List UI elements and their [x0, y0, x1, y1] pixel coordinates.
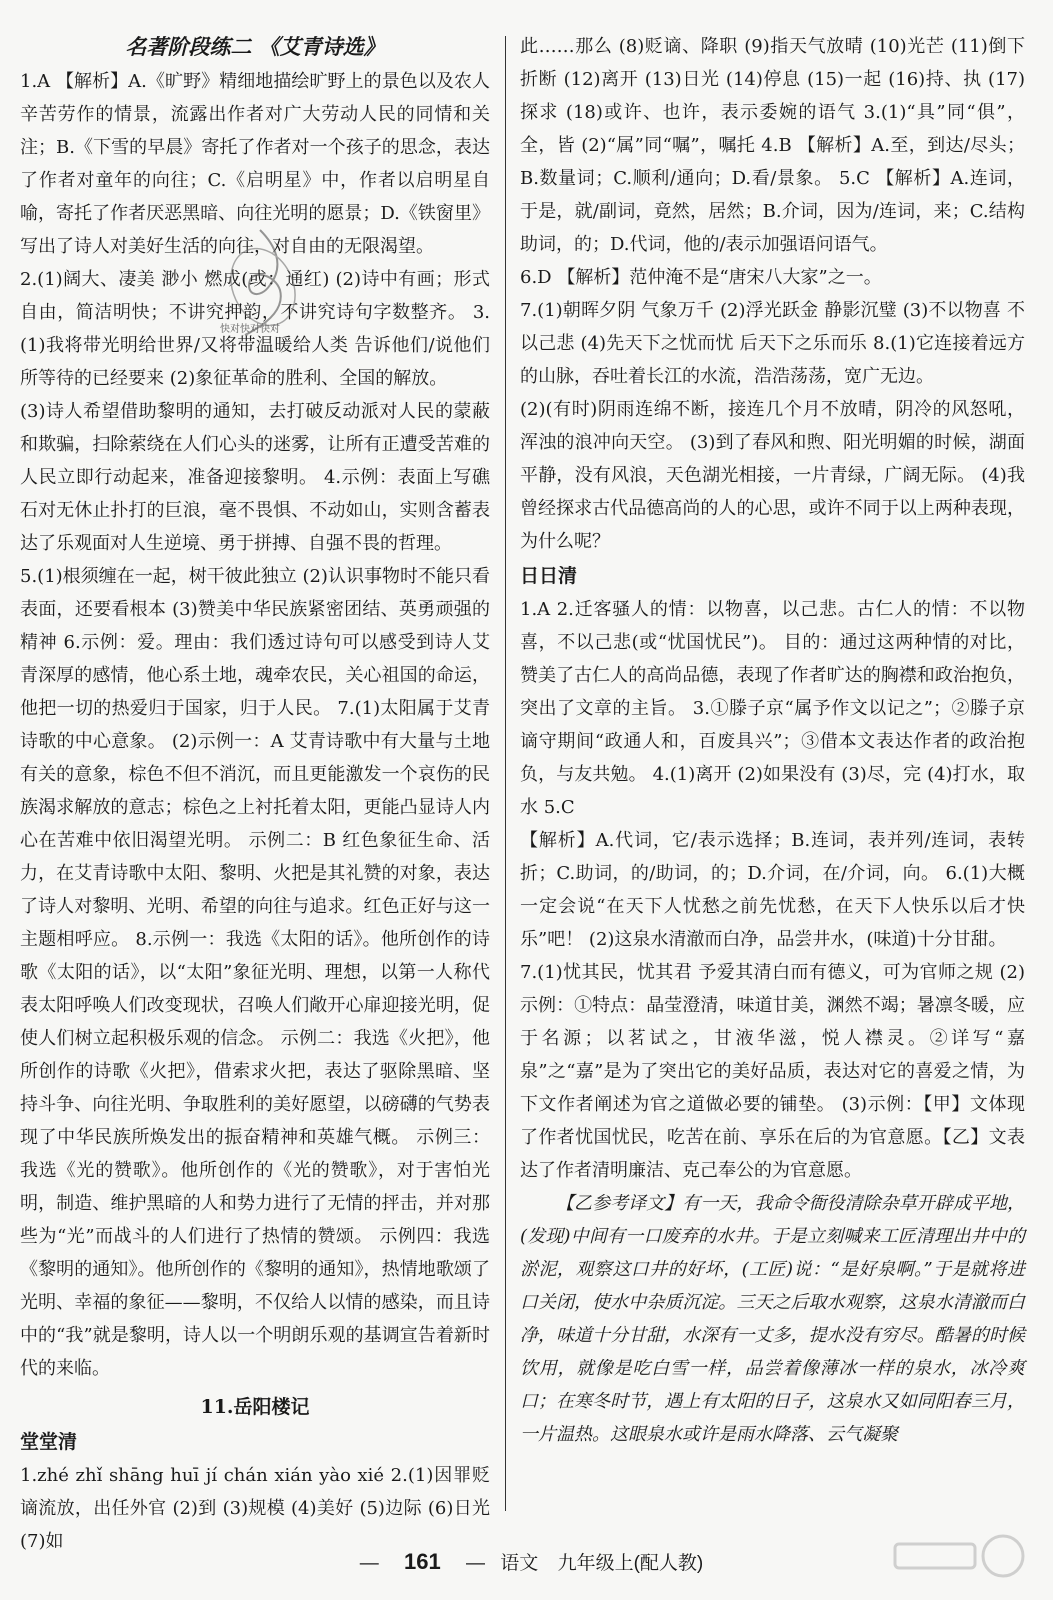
section-title-aiqing: 名著阶段练二 《艾青诗选》	[125, 34, 385, 59]
answer-paragraph: (2)(有时)阴雨连绵不断，接连几个月不放晴，阴冷的风怒吼，浑浊的浪冲向天空。 (3)到了春风和煦、阳光明媚的时候，湖面平静，没有风浪，天色湖光相接，一片青绿，广阔无际。 (4)我曾经探求古代品德高尚的人的心思，或许不同于以上两种表现，为什么呢？	[520, 399, 1025, 552]
column-divider	[505, 36, 506, 1511]
subhead-ririqing: 日日清	[520, 565, 578, 587]
subhead-tangtangqing: 堂堂清	[20, 1431, 78, 1453]
answer-paragraph: 7.(1)忧其民，忧其君 予爱其清白而有德义，可为官师之规 (2)示例：①特点：晶莹澄清，味道甘美，渊然不竭；暑凛冬暖，应于名源；以茗试之，甘液华滋，悦人襟灵。②详写“嘉泉”之“嘉”是为了突出它的美好品质，表达对它的喜爱之情，为下文作者阐述为官之道做必要的铺垫。 (3)示例：【甲】文体现了作者忧国忧民，吃苦在前、享乐在后的为官意愿。【乙】文表达了作者清明廉洁、克己奉公的为官意愿。	[520, 962, 1025, 1181]
footer-dash: —	[466, 1553, 486, 1574]
stamp-text: 快对快对快对	[220, 324, 280, 335]
right-column	[520, 30, 1025, 1451]
answer-paragraph: 5.(1)根须缠在一起，树干彼此独立 (2)认识事物时不能只看表面，还要看根本 (3)赞美中华民族紧密团结、英勇顽强的精神 6.示例：爱。理由：我们透过诗句可以感受到诗人艾青深厚的感情，他心系土地，魂牵农民，关心祖国的命运，他把一切的热爱归于国家，归于人民。 7.(1)太阳属于艾青诗歌的中心意象。 (2)示例一：A 艾青诗歌中有大量与土地有关的意象，棕色不但不消沉，而且更能激发一个哀伤的民族渴求解放的意志；棕色之上衬托着太阳，更能凸显诗人内心在苦难中依旧渴望光明。 示例二：B 红色象征生命、活力，在艾青诗歌中太阳、黎明、火把是其礼赞的对象，表达了诗人对黎明、光明、希望的向往与追求。红色正好与这一主题相呼应。 8.示例一：我选《太阳的话》。他所创作的诗歌《太阳的话》，以“太阳”象征光明、理想，以第一人称代表太阳呼唤人们改变现状，召唤人们敞开心扉迎接光明，促使人们树立起积极乐观的信念。 示例二：我选《火把》，他所创作的诗歌《火把》，借索求火把，表达了驱除黑暗、坚持斗争、向往光明、争取胜利的美好愿望，以磅礴的气势表现了中华民族所焕发出的振奋精神和英雄气概。 示例三：我选《光的赞歌》。他所创作的《光的赞歌》，对于害怕光明，制造、维护黑暗的人和势力进行了无情的抨击，并对那些为“光”而战斗的人们进行了热情的赞颂。 示例四：我选《黎明的通知》。他所创作的《黎明的通知》，热情地歌颂了光明、幸福的象征——黎明，不仅给人以情的感染，而且诗中的“我”就是黎明，诗人以一个明朗乐观的基调宣告着新时代的来临。	[20, 566, 490, 1379]
answer-paragraph: 7.(1)朝晖夕阴 气象万千 (2)浮光跃金 静影沉璧 (3)不以物喜 不以己悲 (4)先天下之忧而忧 后天下之乐而乐 8.(1)它连接着远方的山脉，吞吐着长江的水流，浩浩荡荡，宽广无边。	[520, 300, 1025, 387]
footer-subject: 语文	[500, 1553, 539, 1574]
answer-paragraph: (3)诗人希望借助黎明的通知，去打破反动派对人民的蒙蔽和欺骗，扫除萦绕在人们心头的迷雾，让所有正遭受苦难的人民立即行动起来，准备迎接黎明。 4.示例：表面上写礁石对无休止扑打的巨浪，毫不畏惧、不动如山，实则含蓄表达了乐观面对人生逆境、勇于拼搏、自强不畏的哲理。	[20, 401, 490, 554]
section-title-yueyanglou: 11.岳阳楼记	[200, 1396, 310, 1418]
answer-paragraph: 1.A 2.迁客骚人的情：以物喜，以己悲。古仁人的情：不以物喜，不以己悲(或“忧国忧民”)。 目的：通过这两种情的对比，赞美了古仁人的高尚品德，表现了作者旷达的胸襟和政治抱负，突出了文章的主旨。 3.①滕子京“属予作文以记之”；②滕子京谪守期间“政通人和，百废具兴”；③借本文表达作者的政治抱负，与友共勉。 4.(1)离开 (2)如果没有 (3)尽，完 (4)打水，取水 5.C	[520, 599, 1025, 818]
answer-paragraph: 此……那么 (8)贬谪、降职 (9)指天气放晴 (10)光芒 (11)倒下 折断 (12)离开 (13)日光 (14)停息 (15)一起 (16)持、执 (17)探求 (18)或许、也许，表示委婉的语气 3.(1)“具”同“俱”，全，皆 (2)“属”同“嘱”，嘱托 4.B 【解析】A.至，到达/尽头；B.数量词；C.顺利/通向；D.看/景象。 5.C 【解析】A.连词，于是，就/副词，竟然，居然；B.介词，因为/连词，来；C.结构助词，的；D.代词，他的/表示加强语问语气。	[520, 36, 1025, 255]
answer-paragraph: 2.(1)阔大、凄美 渺小 燃成(或：通红) (2)诗中有画；形式自由，简洁明快；不讲究押韵，不讲究诗句字数整齐。 3.(1)我将带光明给世界/又将带温暖给人类 告诉他们/说他们所等待的已经要来 (2)象征革命的胜利、全国的解放。	[20, 269, 490, 389]
answer-paragraph: 6.D 【解析】范仲淹不是“唐宋八大家”之一。	[520, 267, 882, 288]
watermark-logo-icon	[885, 1530, 1035, 1590]
reference-translation: 【乙参考译文】有一天，我命令衙役清除杂草开辟成平地，(发现)中间有一口废弃的水井。于是立刻喊来工匠清理出井中的淤泥，观察这口井的好坏，(工匠)说：“是好泉啊。”于是就将进口关闭，使水中杂质沉淀。三天之后取水观察，这泉水清澈而白净，味道十分甘甜，水深有一丈多，提水没有穷尽。酷暑的时候饮用，就像是吃白雪一样，品尝着像薄冰一样的泉水，冰冷爽口；在寒冬时节，遇上有太阳的日子，这泉水又如同阳春三月，一片温热。这眼泉水或许是雨水降落、云气凝聚	[520, 1193, 1025, 1445]
footer-grade: 九年级上(配人教)	[557, 1553, 704, 1574]
answer-paragraph: 【解析】A.代词，它/表示选择；B.连词，表并列/连词，表转折；C.助词，的/助词，的；D.介词，在/介词，向。 6.(1)大概一定会说“在天下人忧愁之前先忧愁，在天下人快乐以后才快乐”吧！ (2)这泉水清澈而白净，品尝井水，(味道)十分甘甜。	[520, 830, 1025, 950]
answer-paragraph: 1.A 【解析】A.《旷野》精细地描绘旷野上的景色以及农人辛苦劳作的情景，流露出作者对广大劳动人民的同情和关注；B.《下雪的早晨》寄托了作者对一个孩子的思念，表达了作者对童年的向往；C.《启明星》中，作者以启明星自喻，寄托了作者厌恶黑暗、向往光明的愿景；D.《铁窗里》写出了诗人对美好生活的向往，对自由的无限渴望。	[20, 71, 490, 257]
footer-dash: —	[359, 1553, 379, 1574]
answer-paragraph: 1.zhé zhǐ shāng huī jí chán xián yào xié 2.(1)因罪贬谪流放，出任外官 (2)到 (3)规模 (4)美好 (5)边际 (6)日光 (7)如	[20, 1465, 490, 1552]
page-number: 161	[404, 1549, 441, 1574]
